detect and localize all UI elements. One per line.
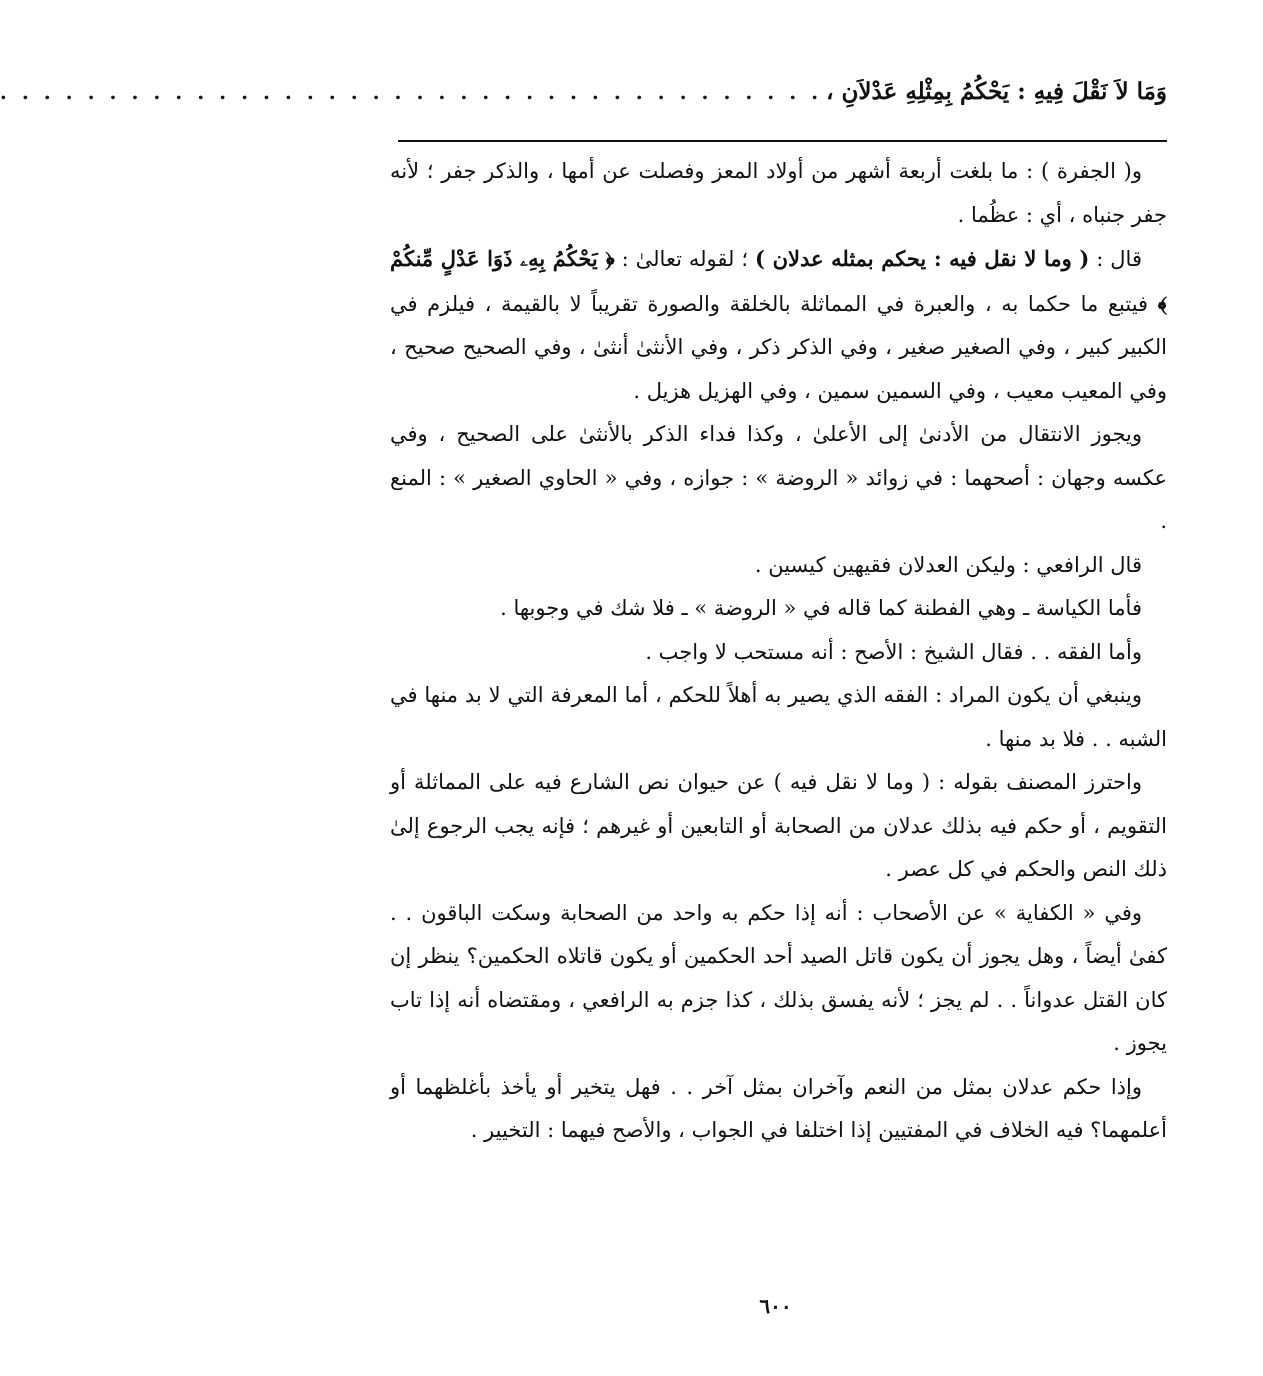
- quote-continuation: فيتبع ما حكما به ، والعبرة في المماثلة بالخلقة والصورة تقريباً لا بالقيمة ، فيلزم في الكبير كبير ، وفي الصغير صغير ، وفي الذكر ذكر ، وفي الأنثىٰ أنثىٰ ، وفي الصحيح صحيح ، وفي المعيب معيب ، وفي السمين سمين ، وفي الهزيل هزيل .: [390, 291, 1167, 403]
- running-header-dots: . . . . . . . . . . . . . . . . . . . . . . . . . . . . . . . . . . . . . .: [0, 80, 823, 104]
- paragraph-rafii: قال الرافعي : وليكن العدلان فقيهين كيسين .: [754, 552, 1142, 577]
- running-header: [0, 78, 1167, 105]
- quote-matn: ( وما لا نقل فيه : يحكم بمثله عدلان ): [755, 246, 1090, 271]
- quote-lead: قال :: [1089, 247, 1142, 271]
- paragraph-jafra: و( الجفرة ) : ما بلغت أربعة أشهر من أولاد المعز وفصلت عن أمها ، والذكر جفر ؛ لأنه جفر جنباه ، أي : عظُما .: [390, 159, 1167, 227]
- paragraph-kifaya: وفي « الكفاية » عن الأصحاب : أنه إذا حكم به واحد من الصحابة وسكت الباقون . . كفىٰ أيضاً ، وهل يجوز أن يكون قاتل الصيد أحد الحكمين أو يكون قاتلاه الحكمين؟ ينظر إن كان القتل عدواناً . . لم يجز ؛ لأنه يفسق بذلك ، كذا جزم به الرافعي ، ومقتضاه أنه إذا تاب يجوز .: [390, 900, 1167, 1055]
- header-rule: [398, 140, 1167, 142]
- paragraph-kiyasa: فأما الكياسة ـ وهي الفطنة كما قاله في « الروضة » ـ فلا شك في وجوبها .: [500, 596, 1142, 620]
- paragraph-quote: [390, 237, 1167, 413]
- page-body: [390, 150, 1167, 1153]
- paragraph-intiqal: ويجوز الانتقال من الأدنىٰ إلى الأعلىٰ ، وكذا فداء الذكر بالأنثىٰ على الصحيح ، وفي عكسه وجهان : أصحهما : في زوائد « الروضة » : جوازه ، وفي « الحاوي الصغير » : المنع .: [390, 422, 1167, 533]
- paragraph-murad: وينبغي أن يكون المراد : الفقه الذي يصير به أهلاً للحكم ، أما المعرفة التي لا بد منها في الشبه . . فلا بد منها .: [390, 683, 1167, 751]
- paragraph-ihtaraz: واحترز المصنف بقوله : ( وما لا نقل فيه ) عن حيوان نص الشارع فيه على المماثلة أو التقويم ، أو حكم فيه بذلك عدلان من الصحابة أو التابعين أو غيرهم ؛ فإنه يجب الرجوع إلىٰ ذلك النص والحكم في كل عصر .: [390, 770, 1167, 881]
- quran-verse: ﴿ يَحْكُمُ بِهِۦ ذَوَا عَدْلٍ مِّنكُمْ ﴾: [390, 246, 1167, 316]
- paragraph-fiqh: وأما الفقه . . فقال الشيخ : الأصح : أنه مستحب لا واجب .: [645, 639, 1142, 664]
- paragraph-takhyir: وإذا حكم عدلان بمثل من النعم وآخران بمثل آخر . . فهل يتخير أو يأخذ بأغلظهما أو أعلمهما؟ فيه الخلاف في المفتيين إذا اختلفا في الجواب ، والأصح فيهما : التخيير .: [390, 1074, 1167, 1142]
- running-header-title: وَمَا لاَ نَقْلَ فِيهِ : يَحْكُمُ بِمِثْلِهِ عَدْلاَنِ ،: [826, 78, 1167, 105]
- quote-mid: ؛ لقوله تعالىٰ :: [614, 247, 756, 271]
- page-number: ٦٠٠: [759, 1294, 792, 1318]
